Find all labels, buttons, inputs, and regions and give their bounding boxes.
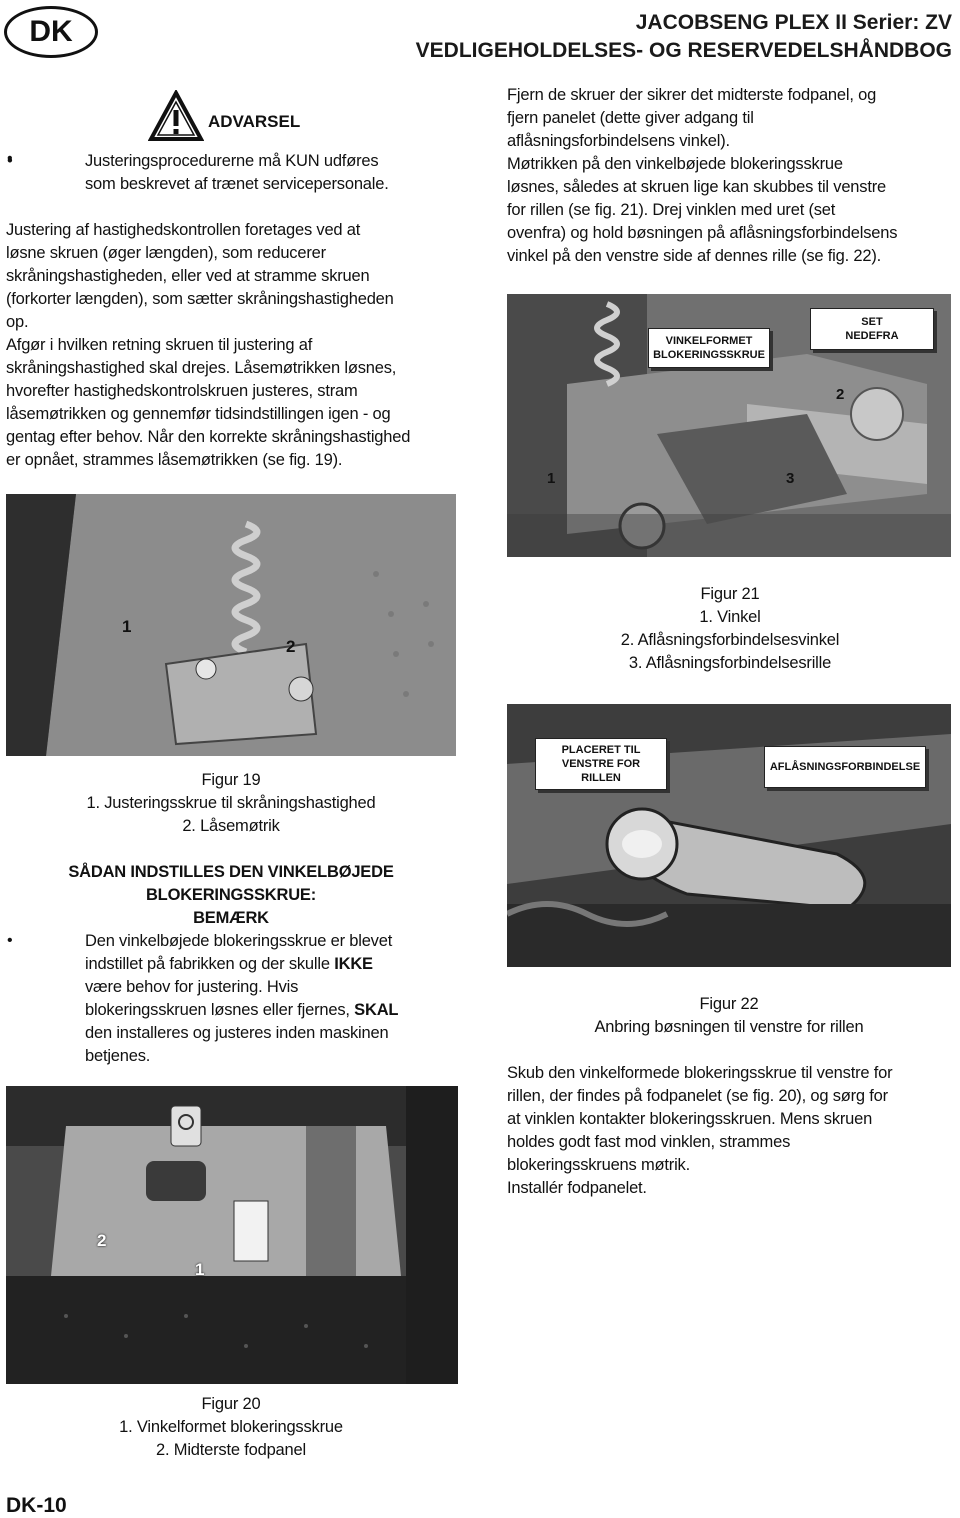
figure-19-photo — [6, 494, 456, 756]
bullet-dot: • — [7, 150, 13, 167]
fig21-marker-3: 3 — [786, 470, 795, 487]
fig20-marker-1: 1 — [195, 1260, 205, 1279]
fig21-caption: Figur 21 1. Vinkel 2. Aflåsningsforbindelsesvinkel 3. Aflåsningsforbindelsesrille — [620, 585, 840, 672]
left-paragraph: Justering af hastighedskontrollen foretages ved at løsne skruen (øger længden), som reducerer skråningshastigheden, eller ved at stramme skruen (forkorter længden), som sætter skråningshastigheden op. Afgør i hvilken retning skruen til justering af skråningshastighed skal drejes. Låsemøtrikken løsnes, hvorefter hastighedskontrolskruen justeres, stram låsemøtrikken og gennemfør tidsindstillingen igen - og gentag efter behov. Når den korrekte skråningshastighed er opnået, strammes låsemøtrikken (se fig. 19). — [6, 221, 411, 469]
figure-20-photo — [6, 1086, 458, 1384]
fig21-marker-1: 1 — [547, 470, 556, 487]
fig22-callout-left: PLACERET TIL VENSTRE FOR RILLEN — [535, 738, 667, 790]
fig19-marker-1: 1 — [122, 617, 132, 636]
fig21-callout-left: VINKELFORMET BLOKERINGSSKRUE — [648, 328, 770, 368]
fig21-callout-right: SET NEDEFRA — [810, 308, 934, 350]
header-title-line2: VEDLIGEHOLDELSES- OG RESERVEDELSHÅNDBOG — [415, 39, 952, 62]
fig22-callout-right: AFLÅSNINGSFORBINDELSE — [764, 746, 926, 788]
section-heading: SÅDAN INDSTILLES DEN VINKELBØJEDE BLOKERINGSSKRUE: BEMÆRK — [68, 863, 394, 927]
right-paragraph-2: Skub den vinkelformede blokeringsskrue til venstre for rillen, der findes på fodpanelet (se fig. 20), og sørg for at vinklen kontakter blokeringsskruen. Mens skruen holdes godt fast mod vinklen, strammes blokeringsskruens møtrik. Installér fodpanelet. — [507, 1064, 893, 1197]
header-title-line1: JACOBSENG PLEX II Serier: ZV — [635, 11, 952, 34]
country-badge: DK — [4, 6, 98, 58]
section-bullet: Den vinkelbøjede blokeringsskrue er blevet indstillet på fabrikken og der skulle IKKE være behov for justering. Hvis blokeringsskruen løsnes eller fjernes, SKAL den installeres og justeres inden maskinen betjenes. — [85, 932, 399, 1065]
fig21-marker-2: 2 — [836, 386, 845, 403]
fig22-caption: Figur 22 Anbring bøsningen til venstre for rillen — [594, 995, 864, 1036]
fig20-marker-2: 2 — [97, 1231, 107, 1250]
fig19-marker-2: 2 — [286, 637, 296, 656]
fig19-caption: Figur 19 1. Justeringsskrue til skråningshastighed 2. Låsemøtrik — [86, 771, 376, 835]
fig20-caption: Figur 20 1. Vinkelformet blokeringsskrue 2. Midterste fodpanel — [119, 1395, 343, 1459]
warning-bullet: Justeringsprocedurerne må KUN udføres som beskrevet af trænet servicepersonale. — [85, 152, 389, 193]
page-number: DK-10 — [6, 1494, 67, 1517]
warning-triangle-icon — [148, 90, 204, 142]
right-paragraph: Fjern de skruer der sikrer det midterste fodpanel, og fjern panelet (dette giver adgang til aflåsningsforbindelsens vinkel). Møtrikken på den vinkelbøjede blokeringsskrue løsnes, således at skruen lige kan skubbes til venstre for rillen (se fig. 21). Drej vinklen med uret (set ovenfra) og hold bøsningen på aflåsningsforbindelsens vinkel på den venstre side af dennes rille (se fig. 22). — [507, 86, 898, 265]
warning-label: ADVARSEL — [208, 112, 301, 131]
bullet-dot-2: • — [7, 932, 13, 949]
